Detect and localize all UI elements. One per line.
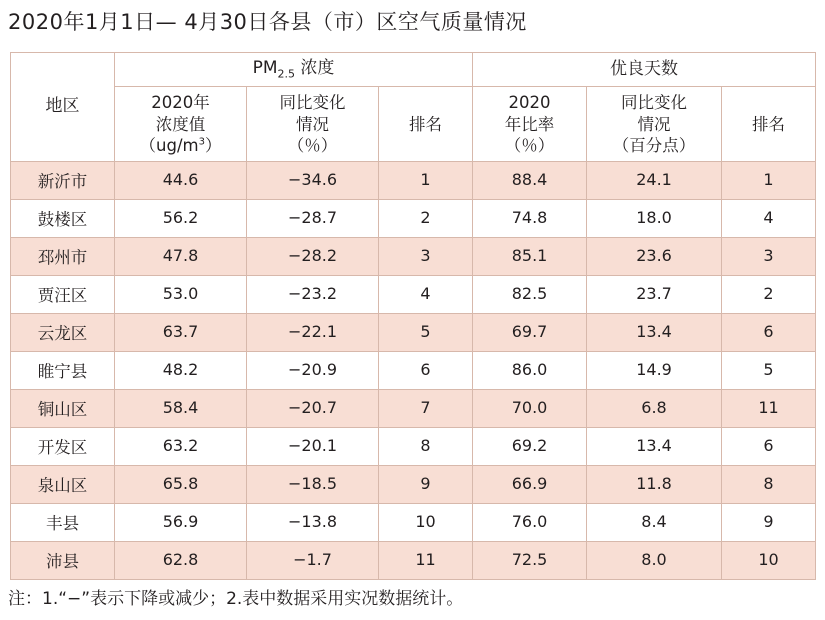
cell-days-change: 23.7 (587, 275, 722, 313)
cell-region: 睢宁县 (11, 351, 115, 389)
table-head-sub-row (11, 87, 816, 161)
table-row (11, 313, 816, 351)
table-row (11, 389, 816, 427)
table-row (11, 237, 816, 275)
col-header-pm-value-l3: $(ug/m^3)$ (139, 135, 222, 155)
cell-pm-rank: 3 (379, 237, 473, 275)
table-row (11, 275, 816, 313)
cell-days-rank: 9 (722, 503, 816, 541)
pm25-label-tail: 浓度 (295, 58, 335, 78)
col-header-days-change-l2: 情况 (637, 114, 671, 134)
cell-days-rank: 10 (722, 541, 816, 579)
cell-days-change: 6.8 (587, 389, 722, 427)
cell-days-rank: 3 (722, 237, 816, 275)
cell-days-value: 70.0 (473, 389, 587, 427)
cell-region: 贾汪区 (11, 275, 115, 313)
cell-days-rank: 8 (722, 465, 816, 503)
col-header-region: 地区 (11, 53, 115, 162)
cell-pm-change: −28.2 (247, 237, 379, 275)
pm25-label-sub: 2.5 (277, 67, 296, 81)
cell-pm-rank: 11 (379, 541, 473, 579)
col-header-days-change-l1: 同比变化 (621, 93, 688, 113)
cell-pm-value: 62.8 (115, 541, 247, 579)
cell-days-change: 13.4 (587, 313, 722, 351)
cell-days-rank: 2 (722, 275, 816, 313)
table-row (11, 199, 816, 237)
cell-days-value: 76.0 (473, 503, 587, 541)
cell-days-change: 23.6 (587, 237, 722, 275)
cell-days-change: 24.1 (587, 161, 722, 199)
cell-pm-rank: 2 (379, 199, 473, 237)
cell-region: 新沂市 (11, 161, 115, 199)
cell-days-rank: 6 (722, 427, 816, 465)
cell-days-change: 18.0 (587, 199, 722, 237)
cell-days-value: 69.2 (473, 427, 587, 465)
table-row (11, 351, 816, 389)
cell-pm-rank: 5 (379, 313, 473, 351)
table-body (11, 161, 816, 579)
air-quality-table-wrapper (10, 52, 815, 580)
col-header-days-value-l3: （％） (504, 135, 555, 155)
cell-days-rank: 11 (722, 389, 816, 427)
cell-pm-value: 47.8 (115, 237, 247, 275)
col-header-days-value-l2: 年比率 (504, 114, 555, 134)
col-header-days-value (473, 87, 587, 161)
cell-pm-value: 48.2 (115, 351, 247, 389)
cell-region: 邳州市 (11, 237, 115, 275)
cell-days-value: 69.7 (473, 313, 587, 351)
cell-pm-change: −20.7 (247, 389, 379, 427)
cell-pm-rank: 8 (379, 427, 473, 465)
cell-days-change: 11.8 (587, 465, 722, 503)
cell-pm-rank: 1 (379, 161, 473, 199)
cell-pm-value: 56.2 (115, 199, 247, 237)
cell-region: 开发区 (11, 427, 115, 465)
cell-pm-value: 44.6 (115, 161, 247, 199)
cell-region: 鼓楼区 (11, 199, 115, 237)
cell-days-value: 86.0 (473, 351, 587, 389)
col-group-pm25 (115, 53, 473, 87)
pm25-label-main: PM (252, 58, 278, 78)
cell-days-value: 74.8 (473, 199, 587, 237)
cell-days-value: 82.5 (473, 275, 587, 313)
col-header-pm-change (247, 87, 379, 161)
col-header-days-rank: 排名 (722, 87, 816, 161)
col-header-pm-change-l1: 同比变化 (279, 93, 346, 113)
cell-region: 铜山区 (11, 389, 115, 427)
cell-pm-rank: 4 (379, 275, 473, 313)
col-header-days-change-l3: （百分点） (612, 135, 696, 155)
cell-pm-value: 53.0 (115, 275, 247, 313)
cell-days-rank: 1 (722, 161, 816, 199)
cell-pm-rank: 9 (379, 465, 473, 503)
cell-days-value: 88.4 (473, 161, 587, 199)
cell-days-rank: 4 (722, 199, 816, 237)
cell-days-rank: 5 (722, 351, 816, 389)
cell-pm-change: −23.2 (247, 275, 379, 313)
cell-region: 云龙区 (11, 313, 115, 351)
col-header-pm-value-l1: 2020年 (151, 93, 210, 113)
table-row (11, 465, 816, 503)
cell-pm-rank: 6 (379, 351, 473, 389)
cell-pm-change: −28.7 (247, 199, 379, 237)
col-header-pm-value-l2: 浓度值 (155, 114, 206, 134)
table-note: 注：1.“−”表示下降或减少；2.表中数据采用实况数据统计。 (8, 589, 464, 609)
col-header-days-change (587, 87, 722, 161)
table-head-group-row (11, 53, 816, 87)
table-row (11, 427, 816, 465)
table-row (11, 503, 816, 541)
cell-pm-change: −1.7 (247, 541, 379, 579)
cell-days-value: 66.9 (473, 465, 587, 503)
cell-pm-change: −13.8 (247, 503, 379, 541)
col-header-pm-value (115, 87, 247, 161)
col-group-good-days: 优良天数 (473, 53, 816, 87)
cell-days-value: 72.5 (473, 541, 587, 579)
cell-pm-change: −18.5 (247, 465, 379, 503)
cell-pm-change: −22.1 (247, 313, 379, 351)
cell-days-change: 8.4 (587, 503, 722, 541)
cell-days-value: 85.1 (473, 237, 587, 275)
cell-region: 泉山区 (11, 465, 115, 503)
air-quality-table (10, 52, 816, 580)
table-head (11, 53, 816, 162)
cell-pm-value: 65.8 (115, 465, 247, 503)
cell-region: 丰县 (11, 503, 115, 541)
cell-pm-value: 56.9 (115, 503, 247, 541)
col-header-pm-rank: 排名 (379, 87, 473, 161)
col-header-pm-change-l3: （％） (287, 135, 338, 155)
cell-days-rank: 6 (722, 313, 816, 351)
cell-region: 沛县 (11, 541, 115, 579)
cell-pm-change: −20.1 (247, 427, 379, 465)
page-title: 2020年1月1日— 4月30日各县（市）区空气质量情况 (8, 10, 527, 34)
cell-pm-change: −20.9 (247, 351, 379, 389)
table-row (11, 161, 816, 199)
col-header-pm-change-l2: 情况 (296, 114, 329, 134)
table-row (11, 541, 816, 579)
cell-pm-rank: 10 (379, 503, 473, 541)
cell-pm-rank: 7 (379, 389, 473, 427)
cell-days-change: 8.0 (587, 541, 722, 579)
col-header-days-value-l1: 2020 (508, 93, 551, 113)
cell-pm-value: 58.4 (115, 389, 247, 427)
cell-pm-change: −34.6 (247, 161, 379, 199)
cell-days-change: 13.4 (587, 427, 722, 465)
cell-days-change: 14.9 (587, 351, 722, 389)
cell-pm-value: 63.2 (115, 427, 247, 465)
cell-pm-value: 63.7 (115, 313, 247, 351)
